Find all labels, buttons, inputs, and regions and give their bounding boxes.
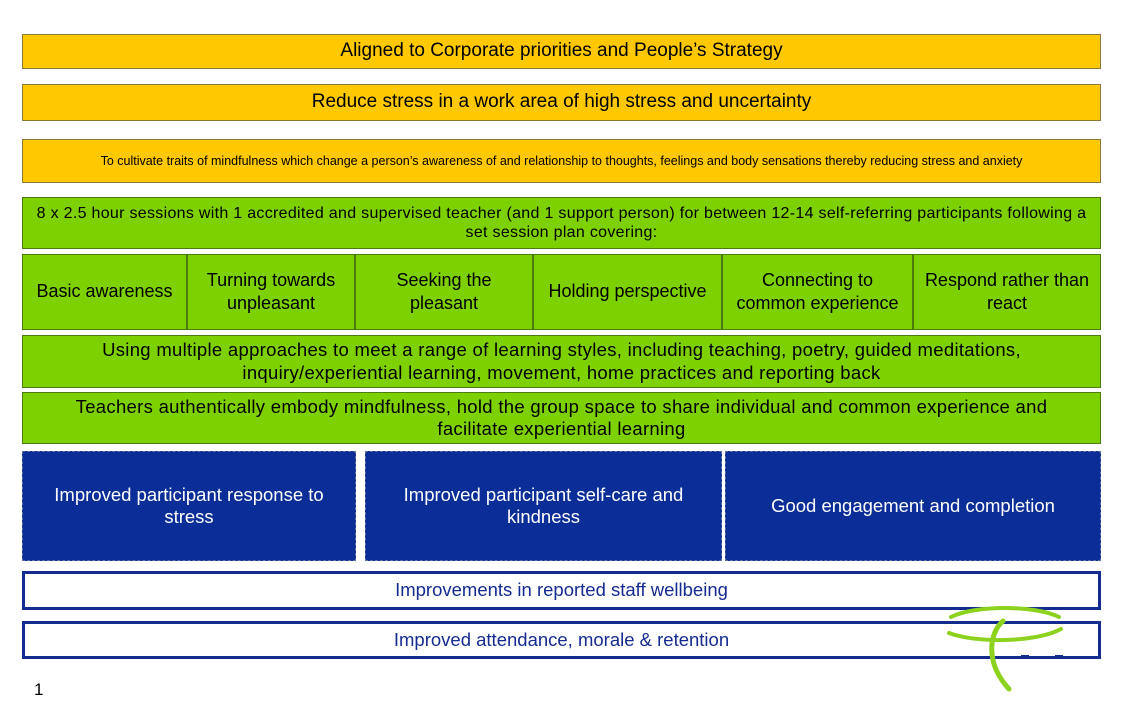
outcome-self-care-kindness: Improved participant self-care and kindness [365, 451, 722, 561]
approaches-row: Using multiple approaches to meet a range of learning styles, including teaching, poetry, guided meditations, inquiry/experiential learning, movement, home practices and reporting back [22, 335, 1101, 388]
topic-respond-rather-than-react: Respond rather than react [913, 254, 1101, 330]
topic-basic-awareness: Basic awareness [22, 254, 187, 330]
topic-seeking-the-pleasant: Seeking the pleasant [355, 254, 533, 330]
topic-turning-towards-unpleasant: Turning towards unpleasant [187, 254, 355, 330]
aim-row: Reduce stress in a work area of high stress and uncertainty [22, 84, 1101, 121]
outcome-response-to-stress: Improved participant response to stress [22, 451, 356, 561]
sessions-row: 8 x 2.5 hour sessions with 1 accredited and supervised teacher (and 1 support person) for between 12-14 self-referring participants following a set session plan covering: [22, 197, 1101, 249]
impact-staff-wellbeing: Improvements in reported staff wellbeing [22, 571, 1101, 610]
topic-holding-perspective: Holding perspective [533, 254, 722, 330]
corporate-priorities-row: Aligned to Corporate priorities and People’s Strategy [22, 34, 1101, 69]
impact-attendance-morale-retention: Improved attendance, morale & retention [22, 621, 1101, 659]
objective-row: To cultivate traits of mindfulness which change a person’s awareness of and relationship to thoughts, feelings and body sensations thereby reducing stress and anxiety [22, 139, 1101, 183]
topic-connecting-to-common-experience: Connecting to common experience [722, 254, 913, 330]
teachers-row: Teachers authentically embody mindfulness, hold the group space to share individual and common experience and facilitate experiential learning [22, 392, 1101, 444]
organisation-logo-icon [945, 603, 1065, 693]
outcome-engagement-completion: Good engagement and completion [725, 451, 1101, 561]
session-topics [22, 254, 1101, 330]
page-number: 1 [34, 680, 44, 699]
